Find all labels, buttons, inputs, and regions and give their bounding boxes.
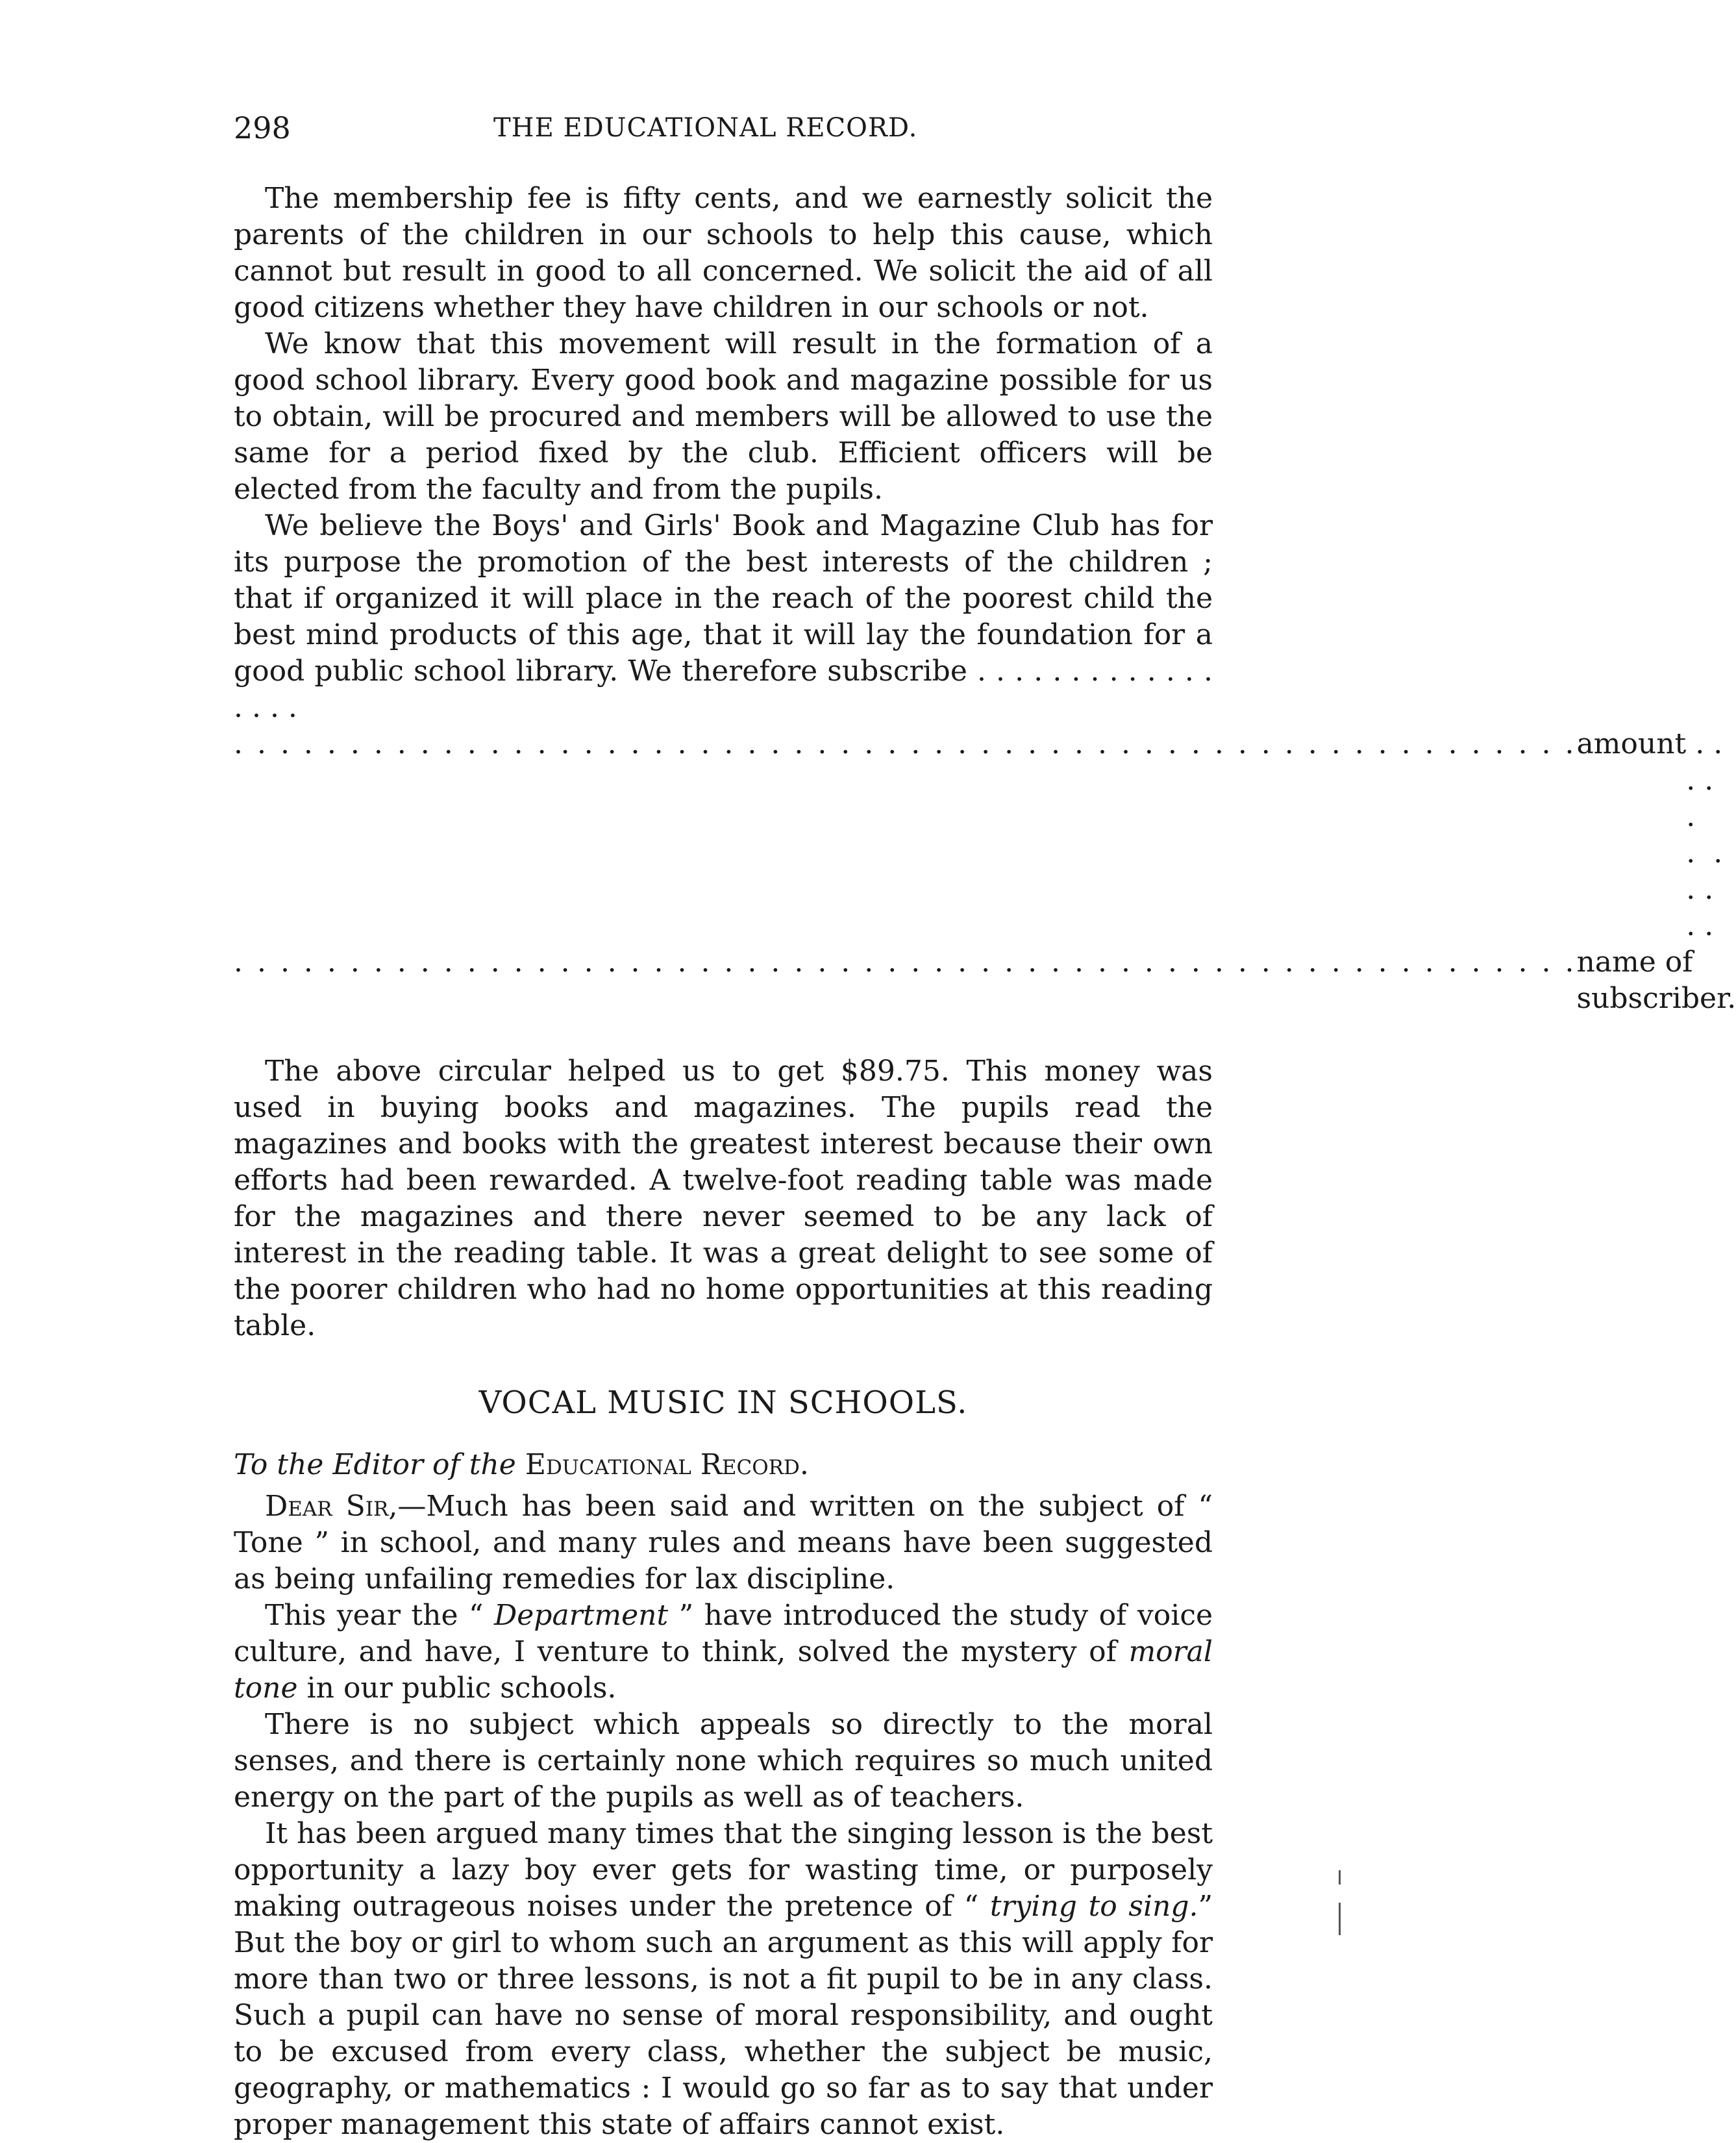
dot-leader: . . . . . . . . . . . . . . . . . . . . . . . . . . . . . . . . . . . . . . . . . . . . . . . . . . . . . . . . . . (234, 727, 1577, 760)
paragraph (234, 1488, 1213, 1598)
paragraph-text: —Much has been said and written on the subject of “ Tone ” in school, and many rules and means have been suggested as being unfailing remedies for lax discipline. (234, 1490, 1213, 1596)
running-head: THE EDUCATIONAL RECORD. (493, 113, 918, 143)
scan-mark (1339, 1903, 1341, 1935)
dot-leader: . . . . . . . . . . . . . . . . . . . . . . . . . . . . . . . . . . . . . . . . . . . . . . . . . . . . . . . . . . (234, 946, 1577, 979)
paragraph-text: It has been argued many times that the singing lesson is the best opportunity a lazy boy ever gets for wasting time, or purposely making outrageous noises under the pretence of “ (234, 1817, 1213, 1923)
page-number: 298 (234, 110, 291, 145)
paragraph: The above circular helped us to get $89.75. This money was used in buying books and magazines. The pupils read the magazines and books with the greatest interest because their own efforts had been rewarded. A twelve-foot reading table was made for the magazines and there never seemed to be any lack of interest in the reading table. It was a great delight to see some of the poorer children who had no home opportunities at this reading table. (234, 1055, 1213, 1342)
subscriber-label: name of subscriber. (1576, 946, 1736, 1015)
subscriber-line (234, 944, 1736, 1017)
salutation (234, 1447, 1213, 1483)
scan-mark (1339, 1870, 1341, 1885)
spacer (234, 1017, 1213, 1053)
page-body (234, 181, 1736, 2143)
emphasis: Department (493, 1599, 669, 1632)
greeting: Dear Sir, (265, 1490, 398, 1523)
article-title: VOCAL MUSIC IN SCHOOLS. (478, 1385, 968, 1421)
journal-name: Educational Record. (525, 1448, 809, 1481)
dot-leader: . . . . . . . . . . . . . . . . . (234, 655, 1213, 724)
paragraph (234, 508, 1213, 726)
paragraph-text: This year the “ (265, 1599, 494, 1632)
paragraph (234, 1598, 1213, 1707)
emphasis: trying to sing. (989, 1890, 1198, 1923)
paragraph-text: ” have introduced the study of voice culture, and have, I venture to think, solved the mystery of (234, 1599, 1213, 1668)
subscribe-text: We believe the Boys' and Girls' Book and Magazine Club has for its purpose the promotion of the best interests of the children ; that if organized it will place in the reach of the poorest child the best mind products of this age, that it will lay the foundation for a good public school library. We therefore subscribe (234, 509, 1213, 688)
paragraph-text: ” But the boy or girl to whom such an argument as this will apply for more than two or three lessons, is not a fit pupil to be in any class. Such a pupil can have no sense of moral responsibility, and ought to be excused from every class, whether the subject be music, geography, or mathematics : I would go so far as to say that under proper management this state of affairs cannot exist. (234, 1890, 1213, 2141)
paragraph: We know that this movement will result in the formation of a good school library. Every good book and magazine possible for us to obtain, will be procured and members will be allowed to use the same for a period fixed by the club. Efficient officers will be elected from the faculty and from the pupils. (234, 327, 1213, 506)
amount-line (234, 726, 1723, 944)
emphasis: moral tone (234, 1635, 1213, 1705)
amount-label: amount (1576, 727, 1687, 760)
paragraph (234, 1816, 1213, 2143)
paragraph: There is no subject which appeals so directly to the moral senses, and there is certainly none which requires so much united energy on the part of the pupils as well as of teachers. (234, 1708, 1213, 1814)
dot-leader: . . . . . . . . . . . (1686, 727, 1723, 942)
salutation-prefix: To the Editor of the (234, 1448, 516, 1481)
paragraph-text: in our public schools. (297, 1672, 617, 1705)
paragraph: The membership fee is fifty cents, and we earnestly solicit the parents of the children in our schools to help this cause, which cannot but result in good to all concerned. We solicit the aid of all good citizens whether they have children in our schools or not. (234, 182, 1213, 324)
page-header (234, 110, 1208, 156)
